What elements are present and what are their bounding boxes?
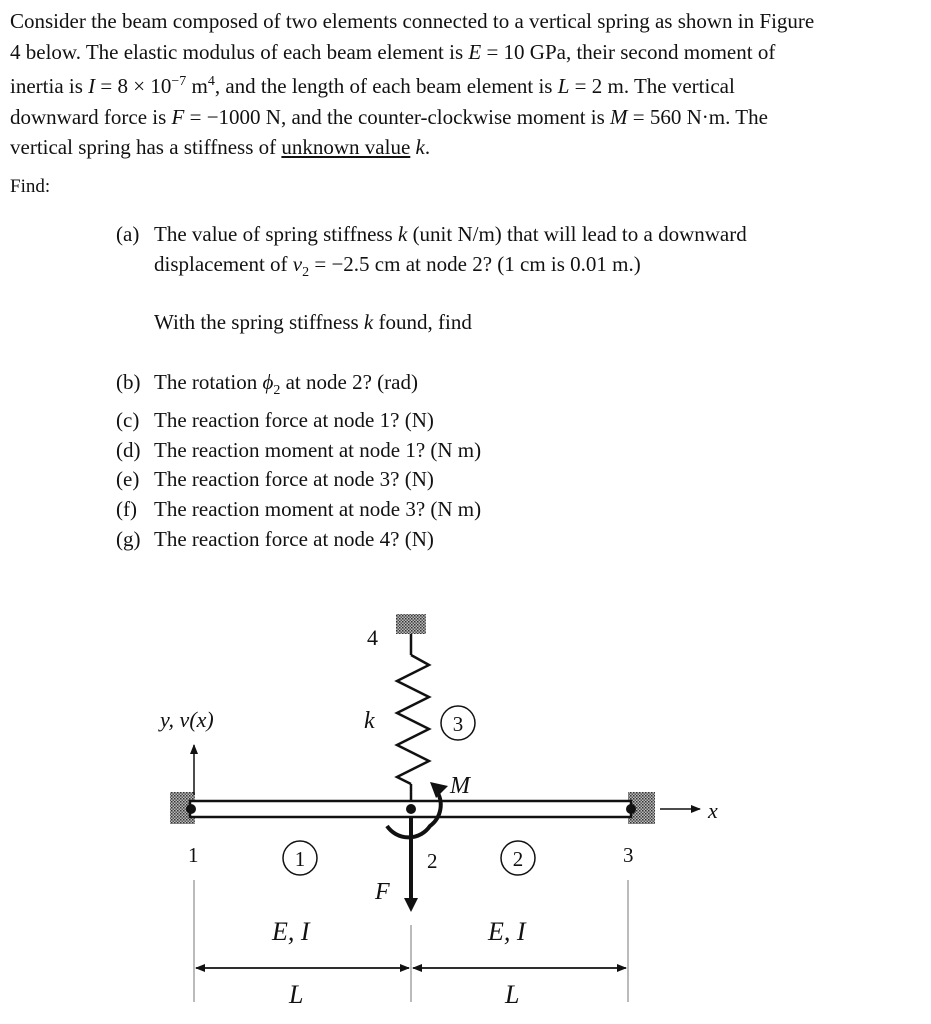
node-3-dot	[626, 804, 636, 814]
node-1-label: 1	[188, 843, 199, 867]
element-2-label: 2	[512, 847, 524, 871]
question-a: (a) The value of spring stiffness k (unit N/m) that will lead to a downward displacement of $v_2 = -2.5$ cm at node 2? (1 cm is 0.01 m.)	[116, 222, 747, 281]
question-e: (e) The reaction force at node 3? (N)	[116, 467, 434, 492]
statement-line-1: Consider the beam composed of two elements connected to a vertical spring as shown in Figure	[10, 9, 815, 33]
length-right-label: L	[505, 980, 520, 1009]
node-4-label: 4	[367, 625, 378, 650]
length-left-label: L	[289, 980, 304, 1009]
question-d: (d) The reaction moment at node 1? (N m)	[116, 437, 482, 462]
node-2-label: 2	[427, 849, 438, 873]
with-stiffness-text: With the spring stiffness k found, find	[154, 310, 472, 334]
node-1-dot	[186, 804, 196, 814]
top-wall-support	[396, 614, 426, 634]
question-f: (f) The reaction moment at node 3? (N m)	[116, 497, 482, 521]
question-c: (c) The reaction force at node 1? (N)	[116, 407, 434, 432]
element-1-properties: E, I	[272, 917, 310, 946]
question-b: (b) The rotation $\phi_2$ at node 2? (rad)	[116, 370, 418, 399]
y-axis-label: y, v(x)	[160, 707, 214, 732]
node-2-dot	[406, 804, 416, 814]
find-label: Find:	[10, 176, 51, 197]
moment-label: M	[450, 773, 470, 799]
element-2-properties: E, I	[488, 917, 526, 946]
element-1-label: 1	[294, 847, 306, 871]
force-label: F	[375, 879, 390, 905]
spring	[397, 655, 429, 784]
problem-statement: Consider the beam composed of two elements connected to a vertical spring as shown in Figure 4 below. The elastic modulus of each beam element is E = 10 GPa, their second moment of inertia is $I = 8 \times 10^{-7}$ $m^4$, and the length of each beam element is L = 2 m. The vertical downward force is F = −1000 N, and the counter-clockwise moment is M = 560 N·m. The vertical spring has a stiffness of unknown value k.	[10, 9, 815, 159]
force-arrowhead	[404, 898, 418, 912]
spring-k-label: k	[364, 708, 375, 734]
x-axis-label: x	[708, 798, 718, 823]
node-3-label: 3	[623, 843, 634, 867]
question-g: (g) The reaction force at node 4? (N)	[116, 526, 434, 551]
element-3-label: 3	[452, 712, 464, 736]
